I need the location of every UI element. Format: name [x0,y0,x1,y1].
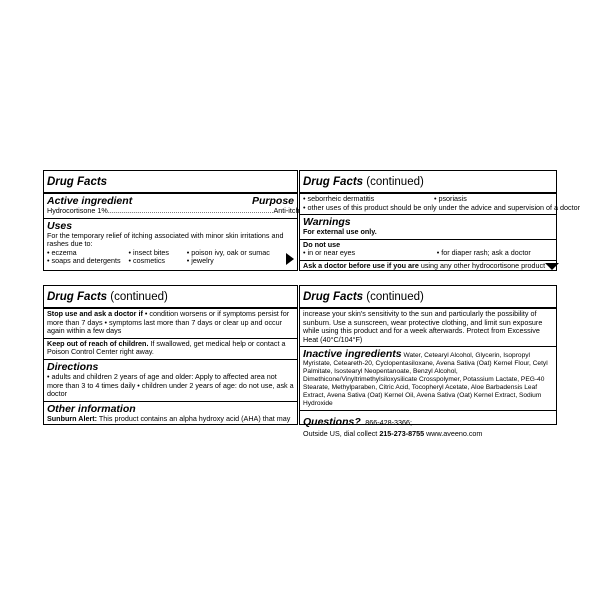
questions-section [300,411,556,441]
uses-heading: Uses [47,219,73,232]
purpose-value: Anti-itch [273,206,300,215]
keep-out-section [44,339,297,360]
outside-us-text: Outside US, dial collect [303,429,378,439]
stop-use-section [44,309,297,339]
do-not-use-item: • in or near eyes [303,248,356,258]
inactive-ingredients-section [300,347,556,411]
uses-item: • seborrheic dermatitis [303,194,375,203]
directions-section [44,360,297,402]
panel-title: Drug Facts (continued) [47,291,168,303]
ask-doctor-bold: Ask a doctor before use if you are [303,260,419,270]
purpose-heading: Purpose [251,195,294,207]
active-ingredient-heading: Active ingredient [47,195,133,207]
uses-item: • insect bites [128,247,170,257]
panel-title: Drug Facts [47,176,108,188]
ingredient-name: Hydrocortisone 1% [47,206,108,215]
inactive-ingredients-text: Water, Cetearyl Alcohol, Glycerin, Isopropyl Myristate, Ceteareth-20, Cyclopentasiloxane, Avena Sativa (Oat) Kernel Flour, Cetyl Palmitate, Isostearyl Neopentanoate, Benzyl Alcohol, Dimethicone/Vinyltrimethylsiloxysilicate Crosspolymer, Potassium Lactate, PEG-40 Stearate, Methylparaben, Citric Acid, Tocopheryl Acetate, Aloe Barbadensis Leaf Extract, Avena Sativa (Oat) Kernel Oil, Avena Sativa (Oat) Kernel Extract, Sodium Hydroxide [303,352,548,408]
other-information-section [44,402,297,426]
collect-phone-number: 215-273-8755 [379,429,425,439]
uses-item: • poison ivy, oak or sumac [186,247,270,257]
panel-4-header [300,286,556,309]
sunburn-continued-text: increase your skin's sensitivity to the sun and particularly the possibility of sunburn. Use a sunscreen, wear protective clothing, and limit sun exposure while using this product and for a week afterwards. Protect from Excessive Heat (40°C/104°F) [303,309,543,344]
uses-note: • other uses of this product should be only under the advice and supervision of a doctor [303,202,581,212]
keep-out-bold: Keep out of reach of children. [47,338,149,348]
panel-title: Drug Facts (continued) [303,291,424,303]
ask-doctor-section [300,261,556,273]
do-not-use-section [300,240,556,261]
directions-text: • adults and children 2 years of age and older: Apply to affected area not more than 3 to 4 times daily • children under 2 years of age: do not use, ask a doctor [47,371,294,399]
stop-use-text: • condition worsens or if symptoms persist for more than 7 days • symptoms last more than 7 days or clear up and occur again within a few days [47,309,290,336]
leader-dots: ................................................................................... [107,206,274,215]
stop-use-bold: Stop use and ask a doctor if [47,309,143,318]
other-information-heading: Other information [47,402,136,415]
continue-arrow-icon [286,253,294,265]
ask-doctor-text: using any other hydrocortisone product [420,260,546,270]
uses-section [44,219,297,268]
phone-number: 866-428-3366; [365,418,412,428]
uses-item: • jewelry [186,256,214,266]
external-use-text: For external use only. [303,227,377,237]
panel-1-header [44,171,297,194]
keep-out-text: If swallowed, get medical help or contact a Poison Control Center right away. [47,338,286,357]
drug-facts-panel-4 [299,285,557,439]
directions-heading: Directions [47,360,99,373]
warnings-heading: Warnings [303,216,351,229]
continue-arrow-icon [545,263,559,270]
active-ingredient-section [44,194,300,219]
uses-item: • soaps and detergents [47,256,121,266]
drug-facts-panel-3 [43,285,298,425]
uses-item: • eczema [47,247,77,257]
questions-heading: Questions? [303,416,361,429]
panel-3-header [44,286,297,309]
website: www.aveeno.com [426,429,483,439]
warnings-section [300,215,556,240]
do-not-use-heading: Do not use [303,239,341,249]
sunburn-continued-section [300,309,556,347]
drug-facts-panel-1 [43,170,298,271]
panel-title: Drug Facts (continued) [303,176,424,188]
drug-facts-panel-2 [299,170,581,271]
uses-item: • psoriasis [433,194,467,203]
uses-continued-section [300,194,581,215]
uses-item: • cosmetics [128,256,166,266]
uses-text: For the temporary relief of itching associated with minor skin irritations and rashes due to: [47,230,284,249]
sunburn-alert-bold: Sunburn Alert: [47,413,98,423]
panel-2-header [300,171,556,194]
sunburn-alert-text: This product contains an alpha hydroxy acid (AHA) that may [98,413,291,423]
inactive-ingredients-heading: Inactive ingredients [303,348,402,361]
do-not-use-item: • for diaper rash; ask a doctor [436,248,531,258]
